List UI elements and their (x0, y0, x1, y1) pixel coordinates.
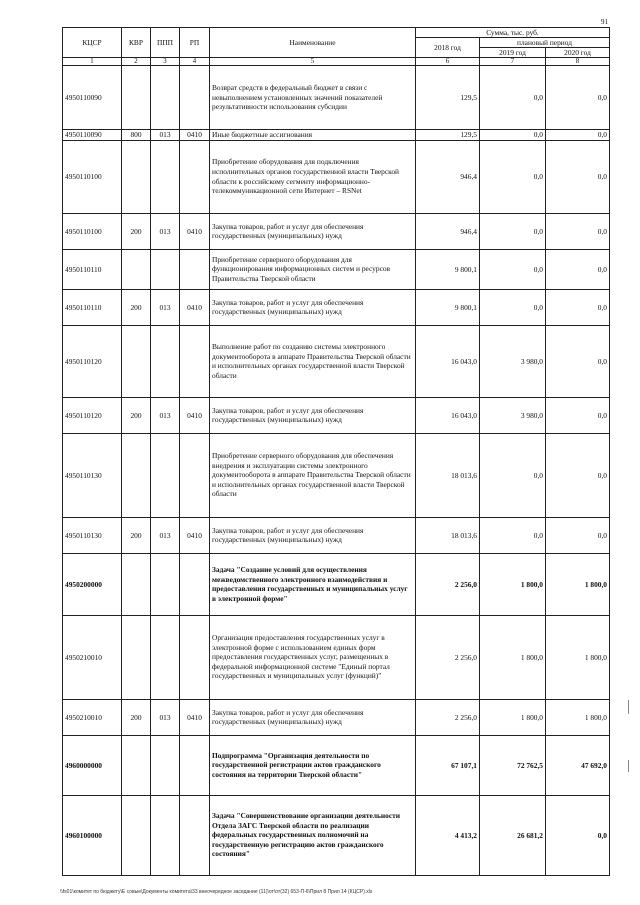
kvr-cell (122, 66, 151, 130)
kvr-cell (122, 615, 151, 699)
ppp-cell: 013 (151, 213, 180, 249)
rp-cell (180, 735, 210, 795)
name-cell: Закупка товаров, работ и услуг для обеспечения государственных (муниципальных) нужд (210, 289, 416, 325)
amount-2020-cell: 0,0 (546, 213, 610, 249)
sum-header: Сумма, тыс. руб. (416, 28, 610, 38)
rp-cell (180, 795, 210, 875)
table-row (63, 433, 610, 517)
name-cell: Приобретение серверного оборудования для обеспечения внедрения и эксплуатации системы электронного документооборота в аппарате Правительства Тверской области и исполнительных органах государственной власти Тверской области (210, 433, 416, 517)
table-row (63, 213, 610, 249)
budget-table (62, 27, 610, 876)
column-index-row (63, 58, 610, 66)
ppp-cell (151, 433, 180, 517)
amount-2018-cell: 4 413,2 (416, 795, 480, 875)
amount-2020-cell: 1 800,0 (546, 699, 610, 735)
amount-2020-cell: 0,0 (546, 66, 610, 130)
amount-2019-cell: 0,0 (480, 130, 546, 141)
table-row (63, 130, 610, 141)
name-cell: Выполнение работ по созданию системы электронного документооборота в аппарате Правительства Тверской области и исполнительных органах государственной власти Тверской области (210, 325, 416, 397)
rp-cell: 0410 (180, 130, 210, 141)
amount-2020-cell: 0,0 (546, 289, 610, 325)
amount-2019-cell: 1 800,0 (480, 553, 546, 615)
table-row (63, 325, 610, 397)
amount-2018-cell: 2 256,0 (416, 553, 480, 615)
kvr-cell: 800 (122, 130, 151, 141)
table-row (63, 289, 610, 325)
column-index: 7 (480, 58, 546, 66)
ppp-cell: 013 (151, 397, 180, 433)
kcsr-cell: 4950110100 (63, 140, 122, 213)
kvr-cell (122, 795, 151, 875)
rp-cell (180, 553, 210, 615)
col-kcsr-header: КЦСР (63, 28, 122, 58)
column-index: 6 (416, 58, 480, 66)
amount-2019-cell: 1 800,0 (480, 615, 546, 699)
kvr-cell: 200 (122, 517, 151, 553)
amount-2019-cell: 0,0 (480, 517, 546, 553)
amount-2020-cell: 0,0 (546, 249, 610, 289)
col-2019-header: 2019 год (480, 48, 546, 58)
amount-2019-cell: 0,0 (480, 249, 546, 289)
amount-2019-cell: 26 681,2 (480, 795, 546, 875)
table-row (63, 795, 610, 875)
rp-cell (180, 615, 210, 699)
kvr-cell (122, 249, 151, 289)
rp-cell: 0410 (180, 699, 210, 735)
table-header (63, 28, 610, 66)
amount-2018-cell: 16 043,0 (416, 325, 480, 397)
ppp-cell (151, 553, 180, 615)
column-index: 4 (180, 58, 210, 66)
margin-mark (628, 760, 629, 772)
kcsr-cell: 4960000000 (63, 735, 122, 795)
kcsr-cell: 4950210010 (63, 699, 122, 735)
column-index: 1 (63, 58, 122, 66)
plan-period-header: плановый период (480, 38, 610, 48)
ppp-cell (151, 140, 180, 213)
col-ppp-header: ППП (151, 28, 180, 58)
amount-2018-cell: 67 107,1 (416, 735, 480, 795)
kcsr-cell: 4950110110 (63, 249, 122, 289)
amount-2018-cell: 2 256,0 (416, 615, 480, 699)
rp-cell (180, 66, 210, 130)
page-number: 91 (601, 18, 608, 26)
table-row (63, 249, 610, 289)
rp-cell: 0410 (180, 289, 210, 325)
file-path-footer: \\fs01\комитет по бюджету\Е совые\Документы комитета\33 внеочередное заседание (11)\от\от(32) 653-П-6\Прил 8 Прил 14 (КЦСР).xls (60, 889, 373, 895)
amount-2020-cell: 1 800,0 (546, 615, 610, 699)
amount-2020-cell: 0,0 (546, 325, 610, 397)
name-cell: Возврат средств в федеральный бюджет в связи с невыполнением установленных значений показателей результативности использования субсидии (210, 66, 416, 130)
col-2020-header: 2020 год (546, 48, 610, 58)
rp-cell: 0410 (180, 517, 210, 553)
kvr-cell (122, 140, 151, 213)
kvr-cell (122, 553, 151, 615)
ppp-cell (151, 735, 180, 795)
ppp-cell (151, 325, 180, 397)
kvr-cell: 200 (122, 213, 151, 249)
kvr-cell (122, 735, 151, 795)
ppp-cell: 013 (151, 699, 180, 735)
amount-2019-cell: 0,0 (480, 433, 546, 517)
name-cell: Закупка товаров, работ и услуг для обеспечения государственных (муниципальных) нужд (210, 517, 416, 553)
amount-2018-cell: 946,4 (416, 140, 480, 213)
amount-2018-cell: 129,5 (416, 66, 480, 130)
amount-2020-cell: 0,0 (546, 433, 610, 517)
col-name-header: Наименование (210, 28, 416, 58)
amount-2018-cell: 16 043,0 (416, 397, 480, 433)
ppp-cell: 013 (151, 130, 180, 141)
kcsr-cell: 4950110130 (63, 517, 122, 553)
kcsr-cell: 4950110090 (63, 130, 122, 141)
name-cell: Организация предоставления государственных услуг в электронной форме с использованием единых форм предоставления государственных услуг, размещенных в федеральной информационной системе "Единый портал государственных и муниципальных услуг (функций)" (210, 615, 416, 699)
column-index: 5 (210, 58, 416, 66)
amount-2018-cell: 946,4 (416, 213, 480, 249)
amount-2019-cell: 3 980,0 (480, 397, 546, 433)
amount-2019-cell: 0,0 (480, 66, 546, 130)
kcsr-cell: 4950110130 (63, 433, 122, 517)
column-index: 3 (151, 58, 180, 66)
name-cell: Задача "Создание условий для осуществления межведомственного электронного взаимодействия и предоставления государственных и муниципальных услуг в электронной форме" (210, 553, 416, 615)
rp-cell (180, 140, 210, 213)
amount-2018-cell: 2 256,0 (416, 699, 480, 735)
ppp-cell (151, 615, 180, 699)
amount-2018-cell: 9 800,1 (416, 289, 480, 325)
ppp-cell (151, 795, 180, 875)
amount-2020-cell: 0,0 (546, 397, 610, 433)
kvr-cell: 200 (122, 699, 151, 735)
ppp-cell: 013 (151, 517, 180, 553)
table-row (63, 397, 610, 433)
table-row (63, 735, 610, 795)
rp-cell (180, 249, 210, 289)
name-cell: Иные бюджетные ассигнования (210, 130, 416, 141)
col-2018-header: 2018 год (416, 38, 480, 58)
name-cell: Приобретение серверного оборудования для функционирования информационных систем и ресурсов Правительства Тверской области (210, 249, 416, 289)
amount-2019-cell: 3 980,0 (480, 325, 546, 397)
table-row (63, 140, 610, 213)
table-row (63, 615, 610, 699)
ppp-cell: 013 (151, 289, 180, 325)
margin-mark (628, 700, 629, 714)
table-row (63, 66, 610, 130)
kvr-cell (122, 433, 151, 517)
amount-2020-cell: 0,0 (546, 130, 610, 141)
name-cell: Закупка товаров, работ и услуг для обеспечения государственных (муниципальных) нужд (210, 213, 416, 249)
amount-2019-cell: 1 800,0 (480, 699, 546, 735)
rp-cell: 0410 (180, 397, 210, 433)
kcsr-cell: 4950110120 (63, 397, 122, 433)
rp-cell: 0410 (180, 213, 210, 249)
amount-2020-cell: 0,0 (546, 795, 610, 875)
rp-cell (180, 433, 210, 517)
col-rp-header: РП (180, 28, 210, 58)
amount-2018-cell: 129,5 (416, 130, 480, 141)
rp-cell (180, 325, 210, 397)
amount-2020-cell: 1 800,0 (546, 553, 610, 615)
name-cell: Закупка товаров, работ и услуг для обеспечения государственных (муниципальных) нужд (210, 699, 416, 735)
amount-2018-cell: 18 013,6 (416, 433, 480, 517)
column-index: 8 (546, 58, 610, 66)
table-row (63, 699, 610, 735)
amount-2018-cell: 9 800,1 (416, 249, 480, 289)
ppp-cell (151, 66, 180, 130)
kcsr-cell: 4950110110 (63, 289, 122, 325)
name-cell: Задача "Совершенствование организации деятельности Отдела ЗАГС Тверской области по реализации федеральных государственных полномочий на государственную регистрацию актов гражданского состояния" (210, 795, 416, 875)
kvr-cell: 200 (122, 289, 151, 325)
kvr-cell (122, 325, 151, 397)
kcsr-cell: 4950200000 (63, 553, 122, 615)
table-row (63, 553, 610, 615)
amount-2018-cell: 18 013,6 (416, 517, 480, 553)
amount-2019-cell: 0,0 (480, 213, 546, 249)
name-cell: Закупка товаров, работ и услуг для обеспечения государственных (муниципальных) нужд (210, 397, 416, 433)
kvr-cell: 200 (122, 397, 151, 433)
ppp-cell (151, 249, 180, 289)
col-kvr-header: КВР (122, 28, 151, 58)
name-cell: Приобретение оборудования для подключения исполнительных органов государственной власти Тверской области к российскому сегменту информационно-телекоммуникационной сети Интернет – RSNet (210, 140, 416, 213)
table-body (63, 66, 610, 876)
amount-2019-cell: 72 762,5 (480, 735, 546, 795)
table-row (63, 517, 610, 553)
amount-2019-cell: 0,0 (480, 289, 546, 325)
amount-2020-cell: 47 692,0 (546, 735, 610, 795)
kcsr-cell: 4950110090 (63, 66, 122, 130)
name-cell: Подпрограмма "Организация деятельности по государственной регистрации актов гражданского состояния на территории Тверской области" (210, 735, 416, 795)
kcsr-cell: 4960100000 (63, 795, 122, 875)
amount-2020-cell: 0,0 (546, 140, 610, 213)
column-index: 2 (122, 58, 151, 66)
kcsr-cell: 4950110100 (63, 213, 122, 249)
kcsr-cell: 4950110120 (63, 325, 122, 397)
kcsr-cell: 4950210010 (63, 615, 122, 699)
amount-2020-cell: 0,0 (546, 517, 610, 553)
amount-2019-cell: 0,0 (480, 140, 546, 213)
